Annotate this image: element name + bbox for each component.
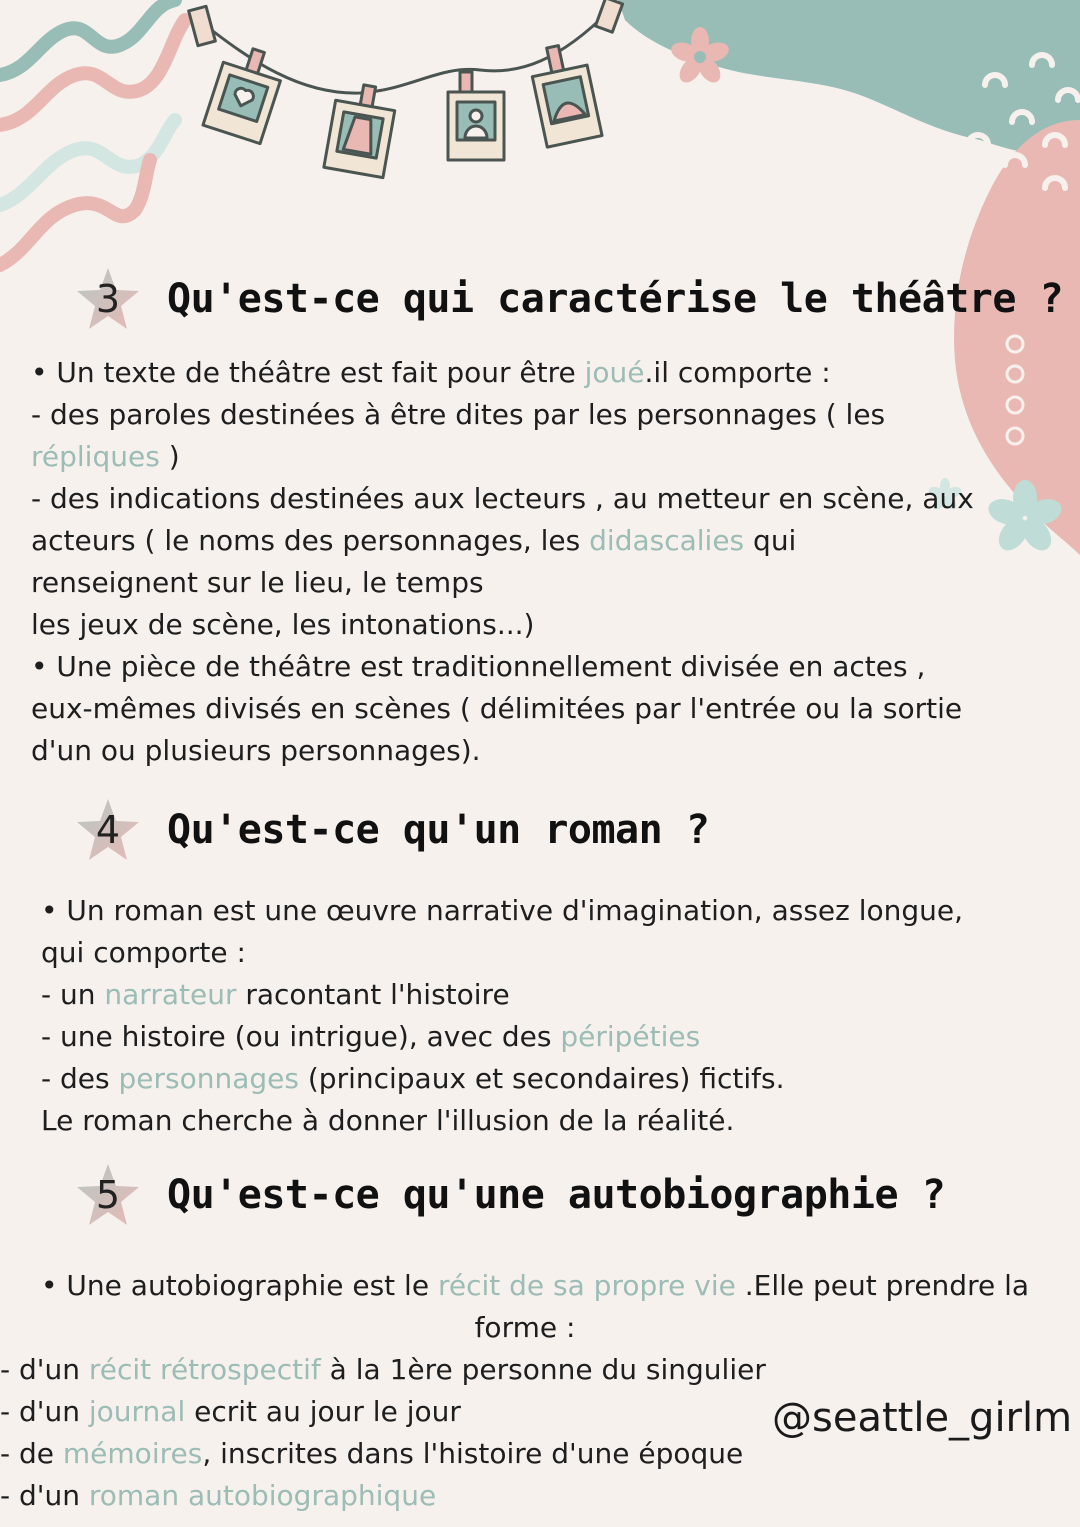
section-title: Qu'est-ce qu'un roman ? [167,807,710,853]
highlighted-term: répliques [31,440,160,473]
highlighted-term: récit rétrospectif [88,1353,321,1386]
author-handle: @seattle_girlm [772,1395,1073,1441]
text-segment: .Elle peut prendre la [735,1269,1030,1302]
section-number: 3 [95,277,121,321]
section-body [0,1265,1050,1517]
text-line [41,890,963,932]
text-segment: - d'un [0,1395,89,1428]
text-segment: (principaux et secondaires) fictifs. [298,1062,785,1095]
highlighted-term: journal [88,1395,186,1428]
text-segment: , inscrites dans l'histoire d'une époque [202,1437,744,1470]
polaroid-heart-icon [203,41,287,143]
text-segment: - des indications destinées aux lecteurs , au metteur en scène, aux [31,482,974,515]
wave-lines-icon [0,0,185,265]
text-segment: - un [41,978,105,1011]
text-segment: - d'un [0,1353,89,1386]
text-segment: • Une pièce de théâtre est traditionnellement divisée en actes , [31,650,926,683]
star-number-badge [75,266,141,332]
star-number-badge [75,797,141,863]
text-line [31,688,974,730]
text-line [41,1100,963,1142]
text-segment: • Une autobiographie est le [41,1269,438,1302]
text-segment: • Un texte de théâtre est fait pour être [31,356,585,389]
text-segment: • Un roman est une œuvre narrative d'imagination, assez longue, [41,894,964,927]
text-segment: les jeux de scène, les intonations...) [31,608,535,641]
text-line [31,604,974,646]
text-segment: qui [744,524,797,557]
text-segment: eux-mêmes divisés en scènes ( délimitées par l'entrée ou la sortie [31,692,963,725]
section-heading-4 [75,797,709,863]
highlighted-term: récit de sa propre vie [437,1269,736,1302]
text-segment: Le roman cherche à donner l'illusion de la réalité. [41,1104,735,1137]
text-segment: - d'un [0,1479,89,1512]
text-segment: - des [41,1062,119,1095]
star-number-badge [75,1162,141,1228]
text-line [0,1265,1050,1307]
highlighted-term: didascalies [589,524,745,557]
text-segment: à la 1ère personne du singulier [320,1353,766,1386]
text-segment: qui comporte : [41,936,246,969]
text-segment: renseignent sur le lieu, le temps [31,566,484,599]
text-line [31,646,974,688]
text-line [31,394,974,436]
polaroid-dress-icon [324,81,398,178]
text-segment: ecrit au jour le jour [185,1395,461,1428]
section-heading-5 [75,1162,945,1228]
text-segment: ) [159,440,180,473]
section-title: Qu'est-ce qui caractérise le théâtre ? [167,276,1064,322]
text-line [31,352,974,394]
text-line [31,562,974,604]
text-segment: - des paroles destinées à être dites par les personnages ( les [31,398,886,431]
section-body [31,352,974,772]
highlighted-term: joué [584,356,645,389]
text-line [31,478,974,520]
section-body [41,890,963,1142]
text-line [0,1307,1050,1349]
section-heading-3 [75,266,1063,332]
highlighted-term: personnages [118,1062,299,1095]
text-segment: - une histoire (ou intrigue), avec des [41,1020,561,1053]
text-segment: racontant l'histoire [236,978,510,1011]
text-line [31,520,974,562]
section-number: 5 [95,1173,121,1217]
text-segment: acteurs ( le noms des personnages, les [31,524,590,557]
text-line [41,974,963,1016]
text-segment: forme : [474,1311,576,1344]
text-line [41,1058,963,1100]
polaroid-shell-icon [527,41,602,148]
highlighted-term: mémoires [62,1437,203,1470]
highlighted-term: roman autobiographique [88,1479,437,1512]
text-line [0,1475,1050,1517]
text-line [41,932,963,974]
text-line [31,730,974,772]
text-segment: d'un ou plusieurs personnages). [31,734,481,767]
text-line [31,436,974,478]
text-segment: .il comporte : [644,356,831,389]
text-line [41,1016,963,1058]
highlighted-term: péripéties [560,1020,701,1053]
text-line [0,1349,1050,1391]
highlighted-term: narrateur [104,978,237,1011]
text-segment: - de [0,1437,63,1470]
polaroid-person-icon [448,72,504,160]
section-title: Qu'est-ce qu'une autobiographie ? [167,1172,946,1218]
section-number: 4 [95,808,121,852]
